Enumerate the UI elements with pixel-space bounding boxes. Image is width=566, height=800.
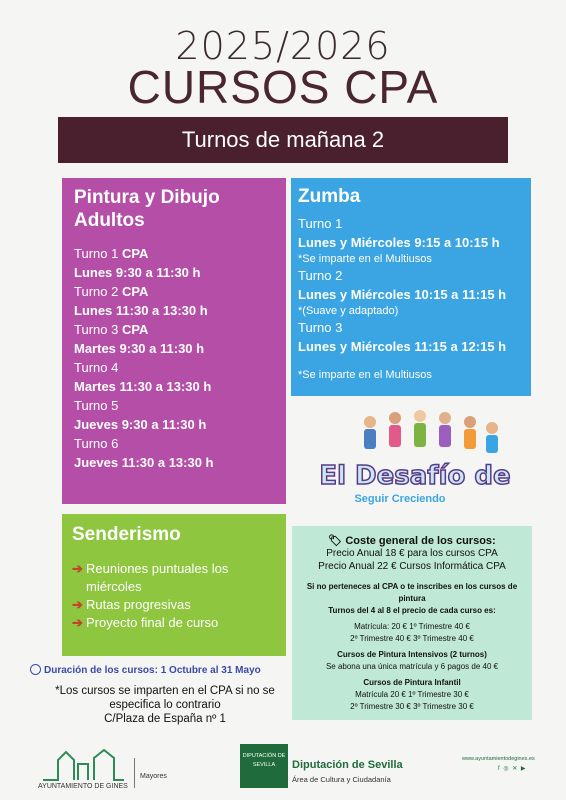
price-tag-icon: 🏷 xyxy=(328,535,343,547)
list-item xyxy=(72,560,276,596)
coste-no-cpa: Si no perteneces al CPA o te inscribes en los cursos de pintura xyxy=(306,582,518,603)
turno-label: Turno 1 xyxy=(74,246,119,261)
turno-schedule: Lunes y Miércoles 10:15 a 11:15 h xyxy=(298,287,507,302)
zumba-footnote: *Se imparte en el Multiusos xyxy=(298,369,432,381)
coste-infantil-l1: Matrícula 20 € 1º Trimestre 30 € xyxy=(355,690,469,699)
year-heading: 2025/2026 xyxy=(175,24,391,68)
turno-label: Turno 1 xyxy=(298,216,343,231)
turno-label: Turno 3 xyxy=(298,320,343,335)
clock-icon xyxy=(30,664,41,675)
senderismo-title: Senderismo xyxy=(72,524,181,545)
item-text: Rutas progresivas xyxy=(86,597,191,612)
nota-block: *Los cursos se imparten en el CPA si no se especifica lo contrario C/Plaza de España nº 1 xyxy=(55,685,275,725)
coste-infantil-l2: 2º Trimestre 30 € 3º Trimestre 30 € xyxy=(350,702,474,711)
website-link[interactable]: www.ayuntamientodegines.es xyxy=(462,756,535,762)
page-title: CURSOS CPA xyxy=(127,61,439,113)
arrow-icon: ➔ xyxy=(72,597,83,612)
zumba-box xyxy=(291,178,531,396)
diputacion-logo: DIPUTACIÓN DE SEVILLA xyxy=(240,744,288,788)
turno-tag: CPA xyxy=(121,322,149,337)
turno-schedule: Martes 9:30 a 11:30 h xyxy=(74,341,205,356)
mayores-label: Mayores xyxy=(140,773,167,780)
turno-label: Turno 2 xyxy=(74,284,119,299)
coste-turnos-l1: Matrícula: 20 € 1º Trimestre 40 € xyxy=(354,622,470,631)
pintura-box xyxy=(62,178,286,504)
arrow-icon: ➔ xyxy=(72,615,83,630)
pintura-turno-3 xyxy=(74,320,274,358)
coste-title: 🏷 Coste general de los cursos: xyxy=(328,535,496,547)
coste-intensivos-title: Cursos de Pintura Intensivos (2 turnos) xyxy=(337,650,487,659)
turno-label: Turno 2 xyxy=(298,268,343,283)
coste-turnos-l2: 2º Trimestre 40 € 3º Trimestre 40 € xyxy=(350,634,474,643)
turno-tag: CPA xyxy=(121,246,149,261)
people-icon xyxy=(364,410,498,453)
pintura-turno-4 xyxy=(74,358,274,396)
turno-schedule: Jueves 11:30 a 13:30 h xyxy=(74,455,214,470)
coste-box xyxy=(292,526,532,720)
list-item xyxy=(72,614,276,632)
pintura-turno-2 xyxy=(74,282,274,320)
list-item xyxy=(72,596,276,614)
diputacion-title: Diputación de Sevilla xyxy=(292,759,403,771)
coste-infantil-title: Cursos de Pintura Infantil xyxy=(363,678,461,687)
pintura-title: Pintura y Dibujo Adultos xyxy=(74,187,220,231)
turno-schedule: Lunes y Miércoles 11:15 a 12:15 h xyxy=(298,339,507,354)
zumba-title: Zumba xyxy=(298,186,361,207)
turno-schedule: Lunes 9:30 a 11:30 h xyxy=(74,265,201,280)
social-icons[interactable]: f ◎ ✕ ▶ xyxy=(498,766,527,772)
turno-label: Turno 3 xyxy=(74,322,119,337)
turno-note: *(Suave y adaptado) xyxy=(298,305,399,317)
turno-schedule: Lunes y Miércoles 9:15 a 10:15 h xyxy=(298,235,500,250)
ayuntamiento-logo-icon xyxy=(38,740,128,786)
turno-label: Turno 4 xyxy=(74,360,119,375)
turno-label: Turno 5 xyxy=(74,398,119,413)
turno-label: Turno 6 xyxy=(74,436,119,451)
arrow-icon: ➔ xyxy=(72,561,83,576)
turno-schedule: Jueves 9:30 a 11:30 h xyxy=(74,417,207,432)
turno-schedule: Martes 11:30 a 13:30 h xyxy=(74,379,212,394)
ayuntamiento-name: AYUNTAMIENTO DE GINES xyxy=(38,783,128,790)
turno-schedule: Lunes 11:30 a 13:30 h xyxy=(74,303,208,318)
item-text: Proyecto final de curso xyxy=(86,615,219,630)
turno-tag: CPA xyxy=(121,284,149,299)
desafio-subtitle: Seguir Creciendo xyxy=(354,493,446,505)
coste-anual-1: Precio Anual 18 € para los cursos CPA xyxy=(326,548,498,559)
coste-turnos-title: Turnos del 4 al 8 el precio de cada curso es: xyxy=(328,606,496,615)
pintura-turno-1 xyxy=(74,244,274,282)
senderismo-box xyxy=(62,514,286,656)
desafio-illustration xyxy=(300,402,530,520)
coste-anual-2: Precio Anual 22 € Cursos Informática CPA xyxy=(318,561,506,572)
diputacion-subtitle: Área de Cultura y Ciudadanía xyxy=(292,775,391,784)
item-text: Reuniones puntuales los miércoles xyxy=(86,561,229,594)
banner: Turnos de mañana 2 xyxy=(58,117,508,163)
pintura-turno-6 xyxy=(74,434,274,472)
coste-intensivos-l1: Se abona una única matrícula y 6 pagos de 40 € xyxy=(325,662,499,671)
duracion-line: Duración de los cursos: 1 Octubre al 31 Mayo xyxy=(30,664,290,676)
turno-note: *Se imparte en el Multiusos xyxy=(298,253,432,265)
pintura-turno-5 xyxy=(74,396,274,434)
footer-divider xyxy=(134,758,135,788)
desafio-title: El Desafío de xyxy=(319,461,511,491)
